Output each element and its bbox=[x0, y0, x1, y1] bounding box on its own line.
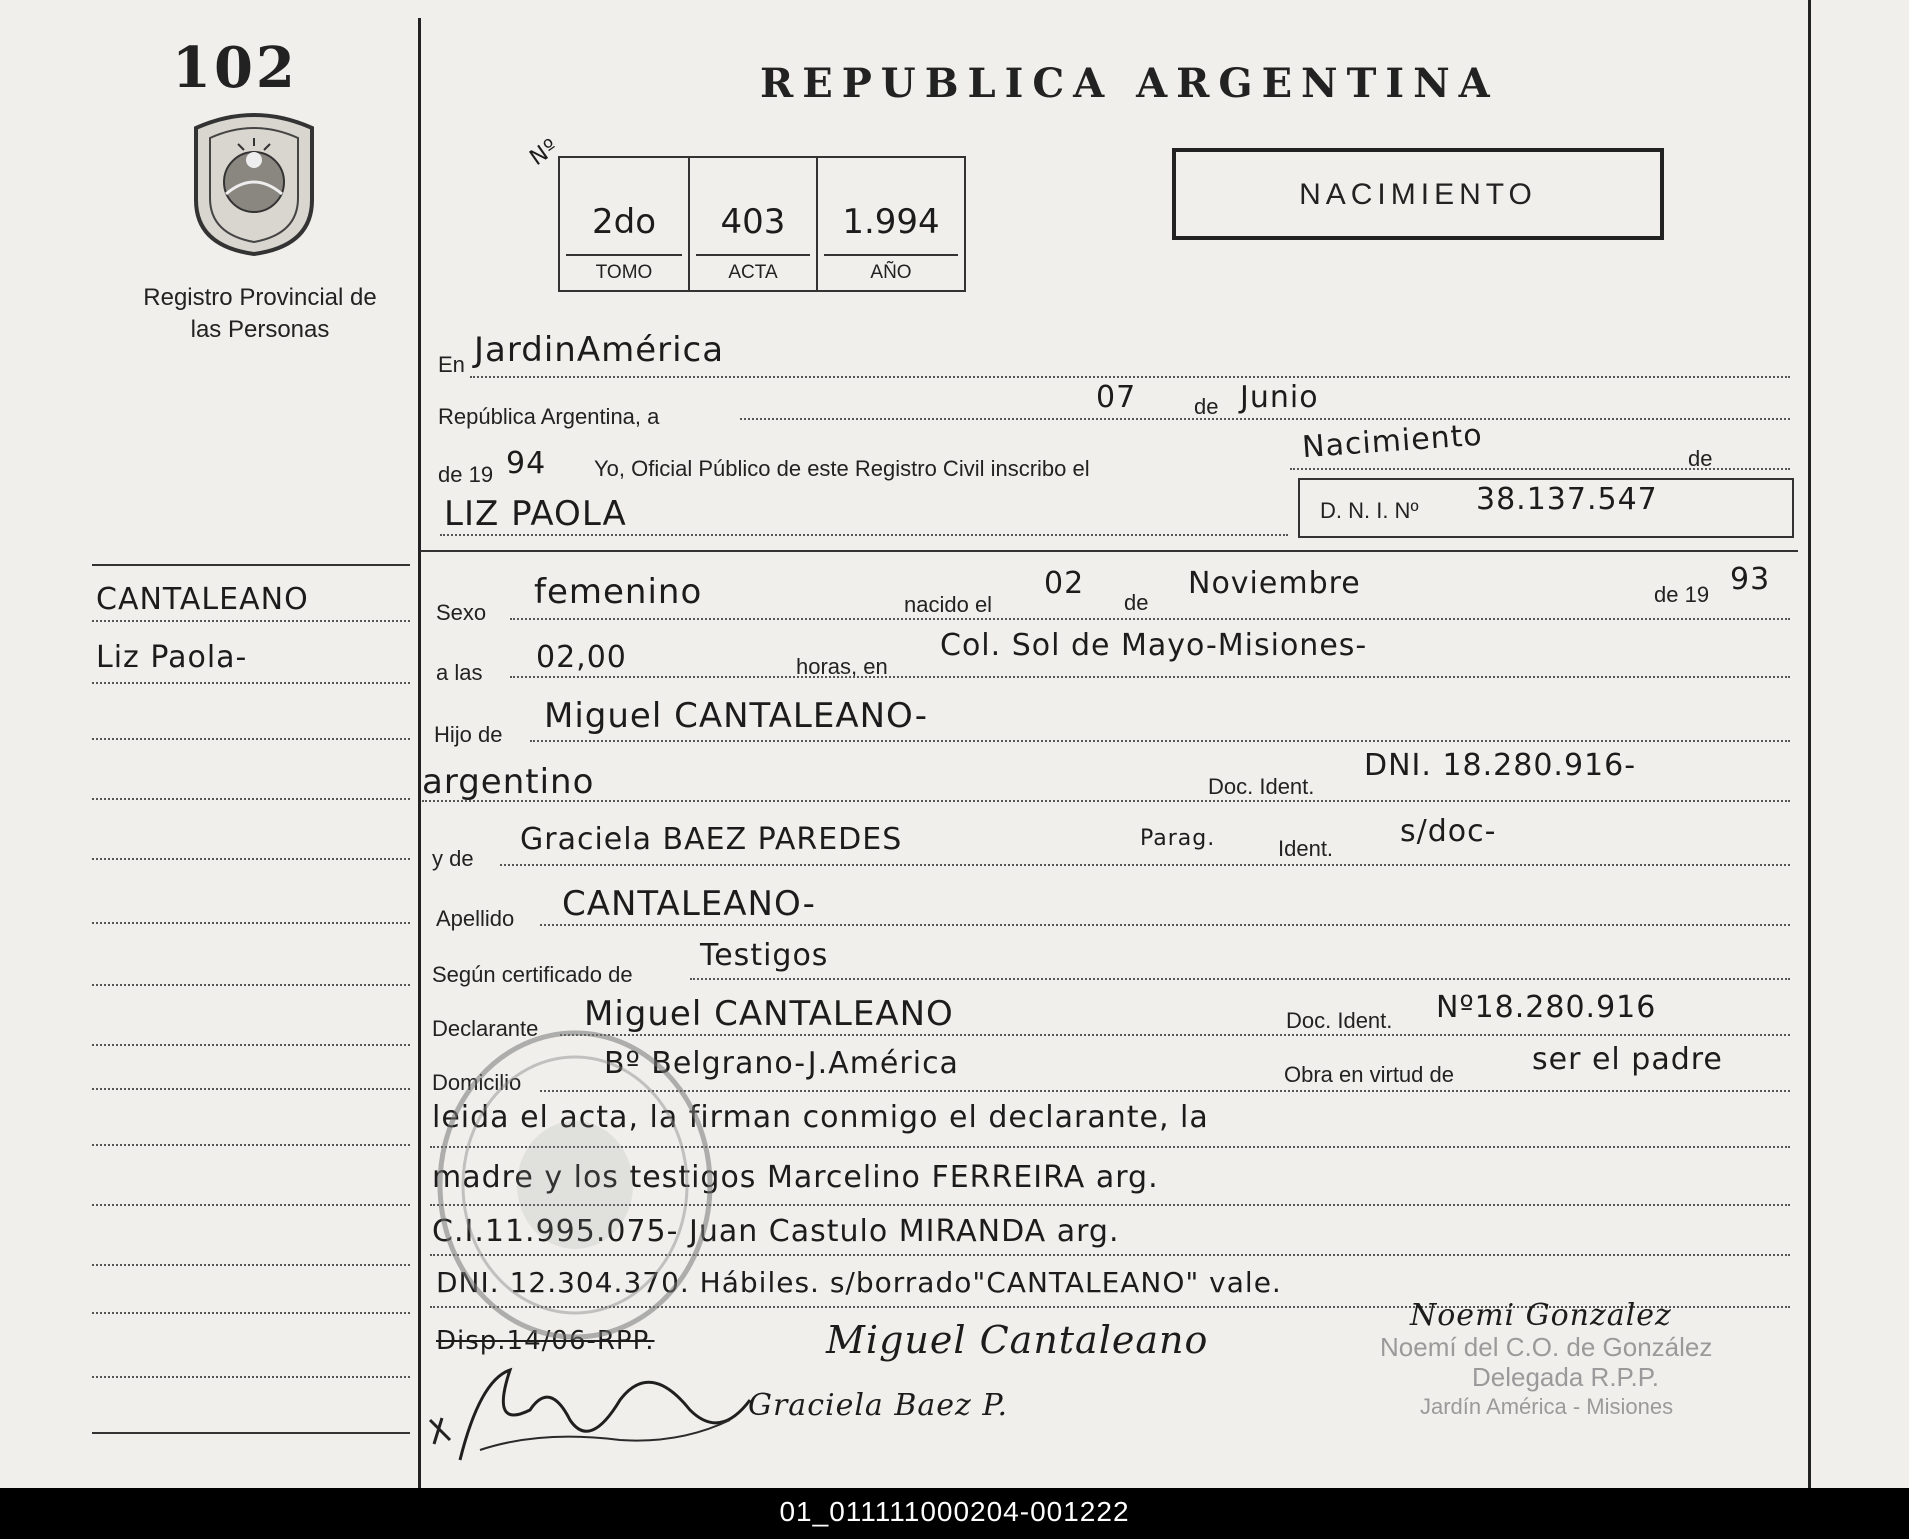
doc-label-2: Doc. Ident. bbox=[1286, 1008, 1393, 1033]
margin-line bbox=[92, 682, 410, 684]
margin-surname: CANTALEANO bbox=[96, 582, 309, 617]
obra-value: ser el padre bbox=[1532, 1042, 1723, 1077]
horas-label: horas, en bbox=[796, 654, 888, 679]
yo-text: Yo, Oficial Público de este Registro Civil inscribo el bbox=[594, 456, 1090, 481]
declarante-label: Declarante bbox=[432, 1016, 539, 1041]
place-value: Col. Sol de Mayo-Misiones- bbox=[940, 628, 1368, 663]
witness-signature-scribble-icon bbox=[420, 1340, 780, 1470]
hijo-line bbox=[530, 740, 1790, 742]
margin-line bbox=[92, 1044, 410, 1046]
sexo-label: Sexo bbox=[436, 600, 487, 625]
margin-line bbox=[92, 922, 410, 924]
en-line bbox=[470, 376, 1790, 378]
ano-cell bbox=[818, 158, 964, 290]
domicilio-label: Domicilio bbox=[432, 1070, 522, 1095]
nacido-label: nacido el bbox=[904, 592, 993, 617]
domicilio-value: Bº Belgrano-J.América bbox=[604, 1046, 959, 1081]
footer-bar bbox=[0, 1488, 1909, 1539]
left-column-divider bbox=[418, 18, 421, 1488]
year-prefix: de 19 bbox=[438, 462, 494, 487]
main-separator bbox=[420, 550, 1798, 552]
margin-bottom-rule bbox=[92, 1432, 410, 1434]
en-value: JardinAmérica bbox=[474, 330, 725, 370]
note-line: Disp.14/06-RPP. bbox=[436, 1326, 655, 1356]
birth-year: 93 bbox=[1730, 562, 1771, 597]
segun-label: Según certificado de bbox=[432, 962, 633, 987]
margin-line bbox=[92, 1312, 410, 1314]
de-label-2: de bbox=[1688, 446, 1713, 471]
apellido-label: Apellido bbox=[436, 906, 515, 931]
book-number: 102 bbox=[172, 35, 298, 101]
margin-line bbox=[92, 858, 410, 860]
month-value: Junio bbox=[1240, 380, 1319, 415]
image-id: 01_011111000204-001222 bbox=[779, 1496, 1130, 1527]
stamp-line-2: Delegada R.P.P. bbox=[1472, 1362, 1659, 1392]
tomo-value: 2do bbox=[591, 202, 656, 242]
apellido-line bbox=[540, 924, 1790, 926]
acta-label: ACTA bbox=[728, 262, 778, 283]
record-type-box bbox=[1172, 148, 1664, 240]
year-value: 94 bbox=[506, 446, 547, 481]
de-label-3: de bbox=[1124, 590, 1149, 615]
mother-nationality: Parag. bbox=[1140, 826, 1216, 851]
margin-separator bbox=[92, 564, 410, 566]
yde-label: y de bbox=[432, 846, 474, 871]
margin-line bbox=[92, 1204, 410, 1206]
reference-box bbox=[558, 156, 966, 292]
office-name: Registro Provincial de las Personas bbox=[143, 284, 377, 343]
right-border bbox=[1808, 0, 1811, 1488]
ano-rule bbox=[824, 254, 958, 256]
stamp-line-1: Noemí del C.O. de González bbox=[1380, 1332, 1713, 1362]
father-doc: DNI. 18.280.916- bbox=[1364, 748, 1637, 783]
hour-line bbox=[510, 676, 1790, 678]
number-mark: Nº bbox=[525, 133, 564, 172]
obra-label: Obra en virtud de bbox=[1284, 1062, 1454, 1087]
birth-day: 02 bbox=[1044, 566, 1085, 601]
note-line: madre y los testigos Marcelino FERREIRA arg. bbox=[432, 1160, 1159, 1195]
birth-year-prefix: de 19 bbox=[1654, 582, 1710, 607]
ano-value: 1.994 bbox=[842, 202, 940, 242]
margin-line bbox=[92, 1264, 410, 1266]
declarante-value: Miguel CANTALEANO bbox=[584, 994, 954, 1034]
note-line: C.I.11.995.075- Juan Castulo MIRANDA arg. bbox=[432, 1214, 1120, 1249]
round-stamp-icon bbox=[430, 1020, 720, 1350]
domicilio-line bbox=[540, 1090, 1790, 1092]
birth-month: Noviembre bbox=[1188, 566, 1361, 601]
date-line bbox=[740, 418, 1790, 420]
declarante-doc: Nº18.280.916 bbox=[1436, 990, 1657, 1025]
margin-line bbox=[92, 798, 410, 800]
provincial-seal-icon bbox=[186, 108, 322, 256]
nat-line bbox=[422, 800, 1790, 802]
madre-signature: Graciela Baez P. bbox=[748, 1388, 1009, 1423]
tomo-label: TOMO bbox=[595, 262, 653, 283]
segun-value: Testigos bbox=[700, 938, 829, 973]
hour-value: 02,00 bbox=[536, 640, 627, 675]
father-nationality: argentino bbox=[422, 762, 595, 802]
acta-cell bbox=[690, 158, 818, 290]
tomo-rule bbox=[566, 254, 682, 256]
mother-value: Graciela BAEZ PAREDES bbox=[520, 822, 903, 857]
note-line: leida el acta, la firman conmigo el declarante, la bbox=[432, 1100, 1209, 1135]
inscribo-line bbox=[1290, 468, 1790, 470]
hijo-label: Hijo de bbox=[434, 722, 503, 747]
yde-line bbox=[500, 864, 1790, 866]
ident-label: Ident. bbox=[1278, 836, 1334, 861]
margin-line bbox=[92, 738, 410, 740]
day-value: 07 bbox=[1096, 380, 1137, 415]
tomo-cell bbox=[560, 158, 690, 290]
segun-line bbox=[690, 978, 1790, 980]
page-title: REPUBLICA ARGENTINA bbox=[760, 60, 1499, 107]
father-value: Miguel CANTALEANO- bbox=[544, 696, 928, 736]
apellido-value: CANTALEANO- bbox=[562, 884, 816, 924]
declarante-signature: Miguel Cantaleano bbox=[826, 1318, 1209, 1362]
mother-doc: s/doc- bbox=[1400, 814, 1497, 849]
dni-value: 38.137.547 bbox=[1476, 482, 1658, 517]
acta-rule bbox=[696, 254, 810, 256]
name-value: LIZ PAOLA bbox=[444, 494, 627, 534]
sexo-line bbox=[510, 618, 1790, 620]
dni-label: D. N. I. Nº bbox=[1320, 498, 1419, 523]
margin-line bbox=[92, 1376, 410, 1378]
margin-line bbox=[92, 984, 410, 986]
alas-label: a las bbox=[436, 660, 483, 685]
ano-label: AÑO bbox=[870, 262, 912, 283]
margin-line bbox=[92, 620, 410, 622]
margin-line bbox=[92, 1144, 410, 1146]
doc-label: Doc. Ident. bbox=[1208, 774, 1315, 799]
acta-value: 403 bbox=[720, 202, 786, 242]
dni-box bbox=[1298, 478, 1794, 538]
inscribo-value: Nacimiento bbox=[1300, 417, 1484, 466]
margin-line bbox=[92, 1088, 410, 1090]
de-label: de bbox=[1194, 394, 1219, 419]
record-type: NACIMIENTO bbox=[1299, 178, 1537, 211]
en-label: En bbox=[438, 352, 465, 377]
declarante-line bbox=[560, 1034, 1790, 1036]
margin-given-names: Liz Paola- bbox=[96, 640, 248, 675]
stamp-line-3: Jardín América - Misiones bbox=[1420, 1394, 1674, 1419]
name-line bbox=[440, 534, 1288, 536]
sexo-value: femenino bbox=[534, 572, 703, 612]
oficial-signature: Noemi Gonzalez bbox=[1410, 1298, 1672, 1333]
note-line: DNI. 12.304.370. Hábiles. s/borrado"CANTALEANO" vale. bbox=[436, 1266, 1282, 1299]
republica-label: República Argentina, a bbox=[438, 404, 660, 429]
official-stamp bbox=[1380, 1332, 1780, 1422]
